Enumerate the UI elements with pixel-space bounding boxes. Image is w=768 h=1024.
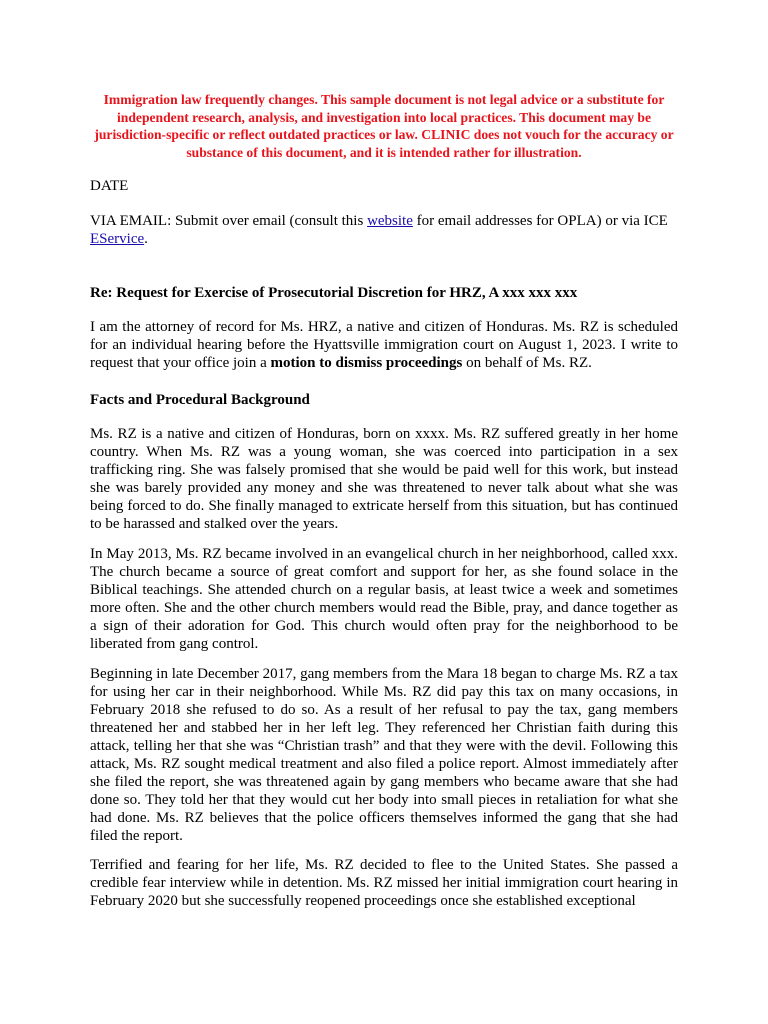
body-paragraph: Ms. RZ is a native and citizen of Honduras, born on xxxx. Ms. RZ suffered greatly in her home country. When Ms. RZ was a young woman, she was coerced into participation in a sex trafficking ring. She was falsely promised that she would be paid well for this work, but instead she was barely provided any money and she was threatened to never talk about what she was being forced to do. She finally managed to extricate herself from this situation, but has continued to be harassed and stalked over the years.: [90, 426, 678, 532]
body-paragraph: Terrified and fearing for her life, Ms. RZ decided to flee to the United States. She passed a credible fear interview while in detention. Ms. RZ missed her initial immigration court hearing in February 2020 but she successfully reopened proceedings once she established exceptional: [90, 857, 678, 909]
intro-bold-text: motion to dismiss proceedings: [270, 355, 463, 371]
disclaimer-notice: Immigration law frequently changes. This sample document is not legal advice or a substitute for independent research, analysis, and investigation into local practices. This document may be jurisdiction-specific or reflect outdated practices or law. CLINIC does not vouch for the accuracy or substance of this document, and it is intended rather for illustration.: [94, 92, 674, 160]
body-paragraph: In May 2013, Ms. RZ became involved in an evangelical church in her neighborhood, called xxx. The church became a source of great comfort and support for her, as she found solace in the Biblical teachings. She attended church on a regular basis, at least twice a week and sometimes more often. She and the other church members would read the Bible, pray, and dance together as a sign of their adoration for God. This church would often pray for the neighborhood to be liberated from gang control.: [90, 546, 678, 652]
intro-text-before: I am the attorney of record for Ms. HRZ, a native and citizen of Honduras. Ms. RZ is scheduled for an individual hearing before the Hyattsville immigration court on August 1, 2023. I write to request that your office join a: [90, 319, 678, 371]
date-line: DATE: [90, 178, 129, 194]
via-suffix-text: .: [144, 231, 148, 247]
intro-text-after: on behalf of Ms. RZ.: [462, 355, 592, 371]
intro-paragraph: [90, 318, 678, 372]
section-heading: Facts and Procedural Background: [90, 392, 310, 408]
website-link[interactable]: website: [367, 213, 413, 229]
subject-line: Re: Request for Exercise of Prosecutorial Discretion for HRZ, A xxx xxx xxx: [90, 285, 578, 301]
via-prefix-text: VIA EMAIL: Submit over email (consult this: [90, 213, 368, 229]
body-paragraph: Beginning in late December 2017, gang members from the Mara 18 began to charge Ms. RZ a tax for using her car in their neighborhood. While Ms. RZ did pay this tax on many occasions, in February 2018 she refused to do so. As a result of her refusal to pay the tax, gang members threatened her and stabbed her in her left leg. They referenced her Christian faith during this attack, telling her that she was “Christian trash” and that they were with the devil. Following this attack, Ms. RZ sought medical treatment and also filed a police report. Almost immediately after she filed the report, she was threatened again by gang members who became aware that she had done so. They told her that they would cut her body into small pieces in retaliation for what she had done. Ms. RZ believes that the police officers themselves informed the gang that she had filed the report.: [90, 666, 678, 844]
eservice-link[interactable]: EService: [90, 231, 145, 247]
via-middle-text: for email addresses for OPLA) or via ICE: [412, 213, 668, 229]
via-email-line: [90, 212, 678, 248]
